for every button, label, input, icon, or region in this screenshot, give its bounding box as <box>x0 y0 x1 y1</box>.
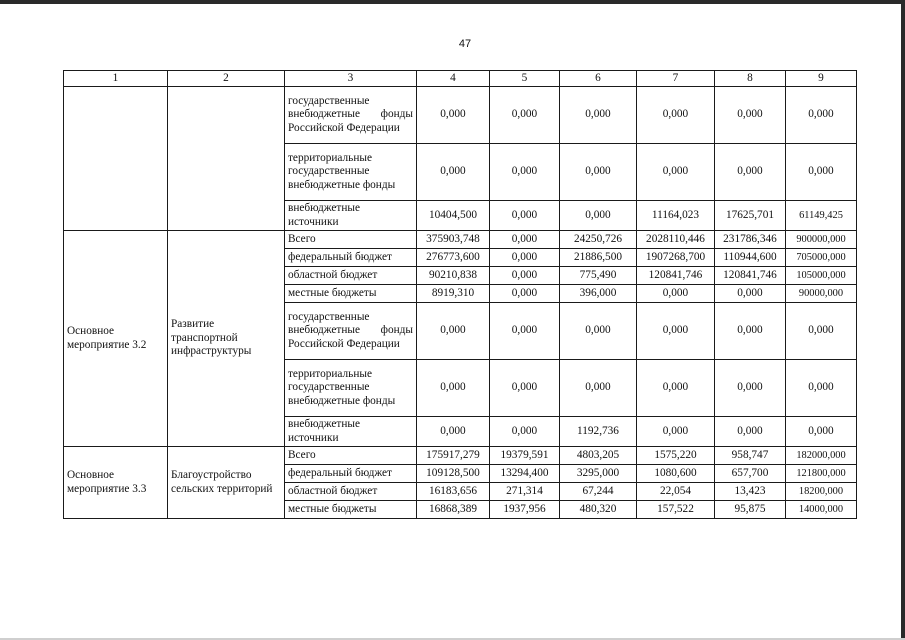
value-cell: 0,000 <box>786 417 857 447</box>
value-cell: 958,747 <box>715 447 786 465</box>
value-cell: 0,000 <box>715 87 786 144</box>
value-cell: 17625,701 <box>715 201 786 231</box>
value-cell: 0,000 <box>417 303 490 360</box>
value-cell: 67,244 <box>560 483 637 501</box>
event-cell: Основное мероприятие 3.3 <box>64 447 168 519</box>
value-cell: 95,875 <box>715 501 786 519</box>
funding-source-cell: областной бюджет <box>285 483 417 501</box>
value-cell: 0,000 <box>637 417 715 447</box>
value-cell: 2028110,446 <box>637 231 715 249</box>
table-row <box>64 87 857 144</box>
funding-source-cell: внебюджетные источники <box>285 201 417 231</box>
value-cell: 16183,656 <box>417 483 490 501</box>
value-cell: 18200,000 <box>786 483 857 501</box>
value-cell: 11164,023 <box>637 201 715 231</box>
value-cell: 0,000 <box>715 285 786 303</box>
table-row <box>64 447 857 465</box>
value-cell: 0,000 <box>786 87 857 144</box>
funding-source-cell: федеральный бюджет <box>285 465 417 483</box>
table-row <box>64 231 857 249</box>
value-cell: 0,000 <box>560 303 637 360</box>
column-header: 5 <box>490 71 560 87</box>
value-cell: 0,000 <box>490 144 560 201</box>
funding-source-cell: территориальные государственные внебюджетные фонды <box>285 144 417 201</box>
value-cell: 231786,346 <box>715 231 786 249</box>
value-cell: 271,314 <box>490 483 560 501</box>
value-cell: 21886,500 <box>560 249 637 267</box>
value-cell: 19379,591 <box>490 447 560 465</box>
column-header: 1 <box>64 71 168 87</box>
value-cell: 90210,838 <box>417 267 490 285</box>
event-name-cell: Развитие транспортной инфраструктуры <box>168 231 285 447</box>
value-cell: 1080,600 <box>637 465 715 483</box>
value-cell: 1937,956 <box>490 501 560 519</box>
funding-source-cell: областной бюджет <box>285 267 417 285</box>
value-cell: 3295,000 <box>560 465 637 483</box>
value-cell: 10404,500 <box>417 201 490 231</box>
column-header: 4 <box>417 71 490 87</box>
page-number: 47 <box>458 38 472 50</box>
value-cell: 22,054 <box>637 483 715 501</box>
value-cell: 0,000 <box>560 201 637 231</box>
value-cell: 110944,600 <box>715 249 786 267</box>
value-cell: 4803,205 <box>560 447 637 465</box>
funding-source-cell: государственные внебюджетные фонды Российской Федерации <box>285 87 417 144</box>
value-cell: 120841,746 <box>715 267 786 285</box>
value-cell: 13,423 <box>715 483 786 501</box>
value-cell: 0,000 <box>490 87 560 144</box>
value-cell: 396,000 <box>560 285 637 303</box>
value-cell: 0,000 <box>786 144 857 201</box>
value-cell: 0,000 <box>715 360 786 417</box>
funding-source-cell: Всего <box>285 231 417 249</box>
name-cell-empty <box>168 87 285 231</box>
value-cell: 0,000 <box>786 360 857 417</box>
value-cell: 0,000 <box>715 417 786 447</box>
value-cell: 0,000 <box>490 417 560 447</box>
value-cell: 61149,425 <box>786 201 857 231</box>
value-cell: 13294,400 <box>490 465 560 483</box>
value-cell: 0,000 <box>637 303 715 360</box>
column-header: 7 <box>637 71 715 87</box>
value-cell: 375903,748 <box>417 231 490 249</box>
funding-source-cell: территориальные государственные внебюджетные фонды <box>285 360 417 417</box>
value-cell: 14000,000 <box>786 501 857 519</box>
scan-border-top <box>0 0 905 4</box>
value-cell: 0,000 <box>417 87 490 144</box>
funding-source-cell: федеральный бюджет <box>285 249 417 267</box>
value-cell: 0,000 <box>490 285 560 303</box>
funding-source-cell: Всего <box>285 447 417 465</box>
value-cell: 24250,726 <box>560 231 637 249</box>
column-header: 8 <box>715 71 786 87</box>
value-cell: 0,000 <box>715 144 786 201</box>
value-cell: 0,000 <box>637 144 715 201</box>
value-cell: 0,000 <box>637 360 715 417</box>
value-cell: 105000,000 <box>786 267 857 285</box>
value-cell: 0,000 <box>560 87 637 144</box>
value-cell: 0,000 <box>560 144 637 201</box>
value-cell: 90000,000 <box>786 285 857 303</box>
value-cell: 480,320 <box>560 501 637 519</box>
funding-source-cell: государственные внебюджетные фонды Российской Федерации <box>285 303 417 360</box>
value-cell: 775,490 <box>560 267 637 285</box>
value-cell: 0,000 <box>490 303 560 360</box>
value-cell: 900000,000 <box>786 231 857 249</box>
value-cell: 120841,746 <box>637 267 715 285</box>
event-name-cell: Благоустройство сельских территорий <box>168 447 285 519</box>
value-cell: 657,700 <box>715 465 786 483</box>
value-cell: 0,000 <box>715 303 786 360</box>
value-cell: 705000,000 <box>786 249 857 267</box>
value-cell: 8919,310 <box>417 285 490 303</box>
value-cell: 276773,600 <box>417 249 490 267</box>
column-header: 3 <box>285 71 417 87</box>
value-cell: 109128,500 <box>417 465 490 483</box>
value-cell: 121800,000 <box>786 465 857 483</box>
budget-table <box>63 70 857 519</box>
value-cell: 0,000 <box>637 285 715 303</box>
value-cell: 16868,389 <box>417 501 490 519</box>
funding-source-cell: внебюджетные источники <box>285 417 417 447</box>
value-cell: 0,000 <box>637 87 715 144</box>
value-cell: 0,000 <box>560 360 637 417</box>
value-cell: 1907268,700 <box>637 249 715 267</box>
column-header: 6 <box>560 71 637 87</box>
funding-source-cell: местные бюджеты <box>285 501 417 519</box>
value-cell: 182000,000 <box>786 447 857 465</box>
value-cell: 1192,736 <box>560 417 637 447</box>
value-cell: 0,000 <box>490 201 560 231</box>
column-header: 2 <box>168 71 285 87</box>
value-cell: 0,000 <box>786 303 857 360</box>
value-cell: 175917,279 <box>417 447 490 465</box>
value-cell: 1575,220 <box>637 447 715 465</box>
event-cell: Основное мероприятие 3.2 <box>64 231 168 447</box>
value-cell: 0,000 <box>490 267 560 285</box>
funding-source-cell: местные бюджеты <box>285 285 417 303</box>
table-header-row <box>64 71 857 87</box>
value-cell: 0,000 <box>490 249 560 267</box>
value-cell: 157,522 <box>637 501 715 519</box>
value-cell: 0,000 <box>490 231 560 249</box>
value-cell: 0,000 <box>417 417 490 447</box>
value-cell: 0,000 <box>490 360 560 417</box>
value-cell: 0,000 <box>417 144 490 201</box>
event-cell-empty <box>64 87 168 231</box>
column-header: 9 <box>786 71 857 87</box>
value-cell: 0,000 <box>417 360 490 417</box>
scan-border-right <box>901 0 905 640</box>
